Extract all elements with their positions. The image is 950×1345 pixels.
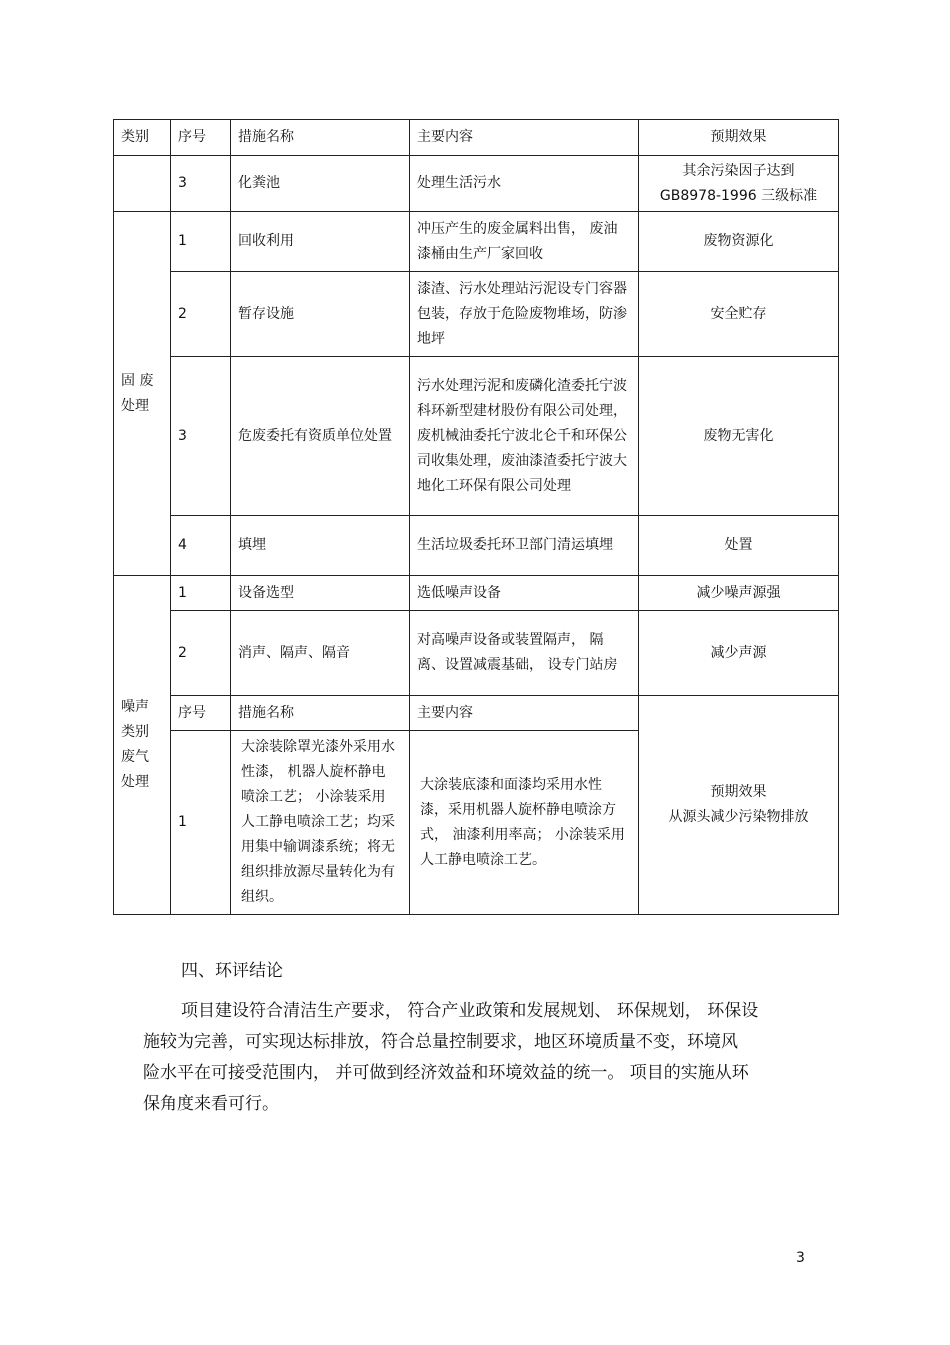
category-label: 噪声 [121,699,149,715]
category-label: 类别 [121,724,149,740]
measures-table [113,119,839,915]
category-noise-gas [114,576,171,915]
row-effect-line: GB8978-1996 三级标准 [659,187,818,204]
row-no: 2 [171,272,231,357]
category-label: 处理 [121,774,149,790]
table-header-row [114,120,839,156]
row-content: 大涂装底漆和面漆均采用水性漆，采用机器人旋杯静电喷涂方式， 油漆利用率高； 小涂装采用人工静电喷涂工艺。 [410,731,639,915]
table-row [114,156,839,212]
category-solid-waste [114,212,171,576]
conclusion-section [143,956,808,1120]
gas-effect-title: 预期效果 [710,784,767,800]
row-name: 暂存设施 [231,272,410,357]
category-label: 处理 [121,397,149,414]
row-content: 生活垃圾委托环卫部门清运填埋 [410,516,639,576]
row-no: 2 [171,611,231,696]
table-row [114,576,839,611]
header-name: 措施名称 [231,120,410,156]
header-category: 类别 [114,120,171,156]
header-no: 序号 [171,120,231,156]
category-label: 固 废 [121,372,154,389]
row-effect: 废物资源化 [639,212,839,272]
row-no: 1 [171,212,231,272]
conclusion-line: 险水平在可接受范围内， 并可做到经济效益和环境效益的统一。 项目的实施从环 [143,1063,749,1083]
table-row [114,516,839,576]
sub-header-content: 主要内容 [410,696,639,731]
row-effect-line: 其余污染因子达到 [682,162,795,179]
header-content: 主要内容 [410,120,639,156]
table-row [114,212,839,272]
table-row [114,611,839,696]
row-name: 回收利用 [231,212,410,272]
conclusion-line: 项目建设符合清洁生产要求， 符合产业政策和发展规划、 环保规划， 环保设 [181,1001,759,1021]
gas-effect-text: 从源头减少污染物排放 [668,809,809,825]
page-number: 3 [796,1250,805,1266]
row-no: 3 [171,357,231,516]
sub-header-name: 措施名称 [231,696,410,731]
conclusion-heading: 四、环评结论 [181,961,283,981]
row-name: 消声、隔声、隔音 [231,611,410,696]
row-content: 处理生活污水 [410,156,639,212]
row-content: 选低噪声设备 [410,576,639,611]
row-effect [639,156,839,212]
row-no: 3 [171,156,231,212]
sub-header-no: 序号 [171,696,231,731]
category-label: 废气 [121,749,149,765]
row-no: 1 [171,731,231,915]
row-no: 4 [171,516,231,576]
gas-effect-cell [639,696,839,915]
row-name: 大涂装除罩光漆外采用水性漆， 机器人旋杯静电喷涂工艺； 小涂装采用人工静电喷涂工艺；均采用集中输调漆系统；将无组织排放源尽量转化为有组织。 [231,731,410,915]
row-name: 设备选型 [231,576,410,611]
row-effect: 减少噪声源强 [639,576,839,611]
row-name: 化粪池 [231,156,410,212]
row-effect: 废物无害化 [639,357,839,516]
table-row [114,272,839,357]
table-row [114,696,839,731]
table-row [114,357,839,516]
row-effect: 处置 [639,516,839,576]
row-no: 1 [171,576,231,611]
conclusion-paragraph [143,996,808,1120]
row-name: 填埋 [231,516,410,576]
conclusion-line: 施较为完善，可实现达标排放，符合总量控制要求，地区环境质量不变，环境风 [143,1032,738,1052]
row-effect: 减少声源 [639,611,839,696]
row-name: 危废委托有资质单位处置 [231,357,410,516]
row-effect: 安全贮存 [639,272,839,357]
category-empty-cell [114,156,171,212]
row-content: 漆渣、污水处理站污泥设专门容器包装，存放于危险废物堆场，防渗地坪 [410,272,639,357]
conclusion-line: 保角度来看可行。 [143,1094,279,1114]
row-content: 对高噪声设备或装置隔声， 隔离、设置减震基础， 设专门站房 [410,611,639,696]
row-content: 冲压产生的废金属料出售， 废油漆桶由生产厂家回收 [410,212,639,272]
row-content: 污水处理污泥和废磷化渣委托宁波科环新型建材股份有限公司处理， 废机械油委托宁波北仑千和环保公司收集处理，废油漆渣委托宁波大地化工环保有限公司处理 [410,357,639,516]
header-effect: 预期效果 [639,120,839,156]
